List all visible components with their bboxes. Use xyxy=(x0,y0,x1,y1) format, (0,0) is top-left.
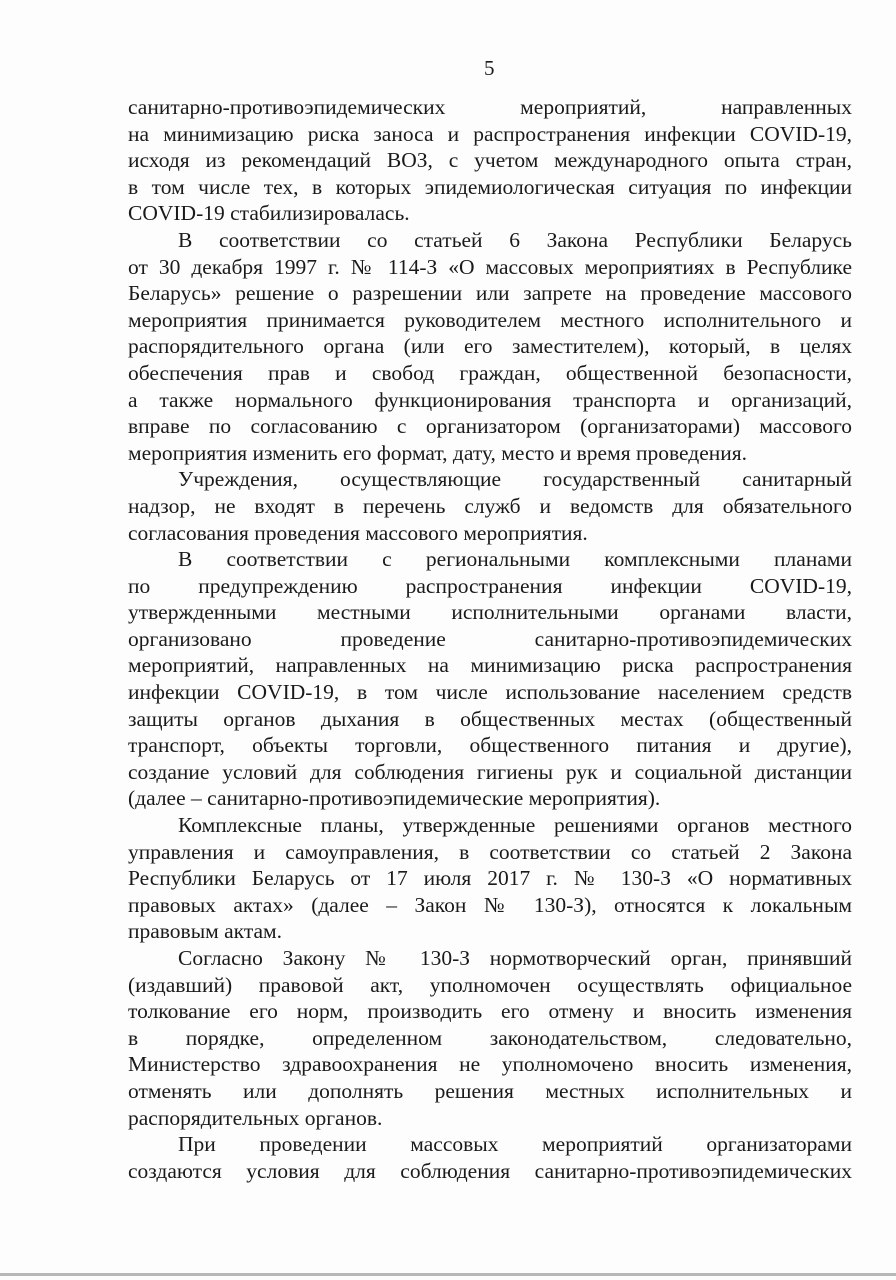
text-line: (издавший) правовой акт, уполномочен осуществлять официальное xyxy=(128,972,852,997)
text-line: При проведении массовых мероприятий организаторами xyxy=(178,1132,852,1157)
text-line: инфекции COVID-19, в том числе использование населением средств xyxy=(128,680,852,705)
text-line: защиты органов дыхания в общественных местах (общественный xyxy=(128,706,852,731)
text-line: Беларусь» решение о разрешении или запрете на проведение массового xyxy=(128,281,852,306)
text-line: транспорт, объекты торговли, общественного питания и другие), xyxy=(128,733,852,758)
text-line: обеспечения прав и свобод граждан, общественной безопасности, xyxy=(128,360,852,385)
text-line: правовых актах» (далее – Закон № 130-З), относятся к локальным xyxy=(128,892,852,917)
text-line: распорядительного органа (или его заместителем), который, в целях xyxy=(128,334,852,359)
text-line: управления и самоуправления, в соответствии со статьей 2 Закона xyxy=(128,839,852,864)
text-line: организовано проведение санитарно-противоэпидемических xyxy=(128,626,852,651)
text-line: правовым актам. xyxy=(128,919,283,944)
text-line: санитарно-противоэпидемических мероприятий, направленных xyxy=(128,95,852,119)
text-line: мероприятия изменить его формат, дату, место и время проведения. xyxy=(128,440,748,465)
text-line: мероприятия принимается руководителем местного исполнительного и xyxy=(128,307,852,332)
paragraph xyxy=(128,94,852,227)
text-line: COVID-19 стабилизировалась. xyxy=(128,201,410,226)
text-line: по предупреждению распространения инфекции COVID-19, xyxy=(128,573,852,598)
text-line: создаются условия для соблюдения санитарно-противоэпидемических xyxy=(128,1158,852,1183)
paragraph xyxy=(128,945,852,1131)
paragraph xyxy=(128,466,852,546)
text-line: Республики Беларусь от 17 июля 2017 г. № 130-З «О нормативных xyxy=(128,866,852,891)
text-line: на минимизацию риска заноса и распространения инфекции COVID-19, xyxy=(128,121,852,146)
text-line: отменять или дополнять решения местных исполнительных и xyxy=(128,1078,852,1103)
document-body xyxy=(128,94,852,1184)
text-line: от 30 декабря 1997 г. № 114-З «О массовых мероприятиях в Республике xyxy=(128,254,852,279)
text-line: Учреждения, осуществляющие государственный санитарный xyxy=(178,467,852,492)
text-line: надзор, не входят в перечень служб и ведомств для обязательного xyxy=(128,493,852,518)
paragraph xyxy=(128,227,852,466)
text-line: согласования проведения массового мероприятия. xyxy=(128,520,588,545)
text-line: Комплексные планы, утвержденные решениями органов местного xyxy=(178,813,852,838)
text-line: вправе по согласованию с организатором (организаторами) массового xyxy=(128,414,852,439)
text-line: исходя из рекомендаций ВОЗ, с учетом международного опыта стран, xyxy=(128,148,852,173)
text-line: Министерство здравоохранения не уполномочено вносить изменения, xyxy=(128,1052,852,1077)
scan-edge-divider xyxy=(0,1273,896,1276)
text-line: в порядке, определенном законодательством, следовательно, xyxy=(128,1025,852,1050)
text-line: а также нормального функционирования транспорта и организаций, xyxy=(128,387,852,412)
text-line: Согласно Закону № 130-З нормотворческий орган, принявший xyxy=(178,946,852,970)
page-number: 5 xyxy=(484,56,495,80)
text-line: мероприятий, направленных на минимизацию риска распространения xyxy=(128,653,852,678)
text-line: (далее – санитарно-противоэпидемические мероприятия). xyxy=(128,786,661,811)
text-line: толкование его норм, производить его отмену и вносить изменения xyxy=(128,999,852,1024)
text-line: в том числе тех, в которых эпидемиологическая ситуация по инфекции xyxy=(128,174,852,199)
text-line: утвержденными местными исполнительными органами власти, xyxy=(128,600,852,625)
text-line: В соответствии с региональными комплексными планами xyxy=(178,547,852,572)
text-line: распорядительных органов. xyxy=(128,1105,383,1130)
paragraph xyxy=(128,546,852,812)
paragraph xyxy=(128,1131,852,1184)
paragraph xyxy=(128,812,852,945)
text-line: создание условий для соблюдения гигиены рук и социальной дистанции xyxy=(128,759,852,784)
text-line: В соответствии со статьей 6 Закона Республики Беларусь xyxy=(178,227,852,252)
